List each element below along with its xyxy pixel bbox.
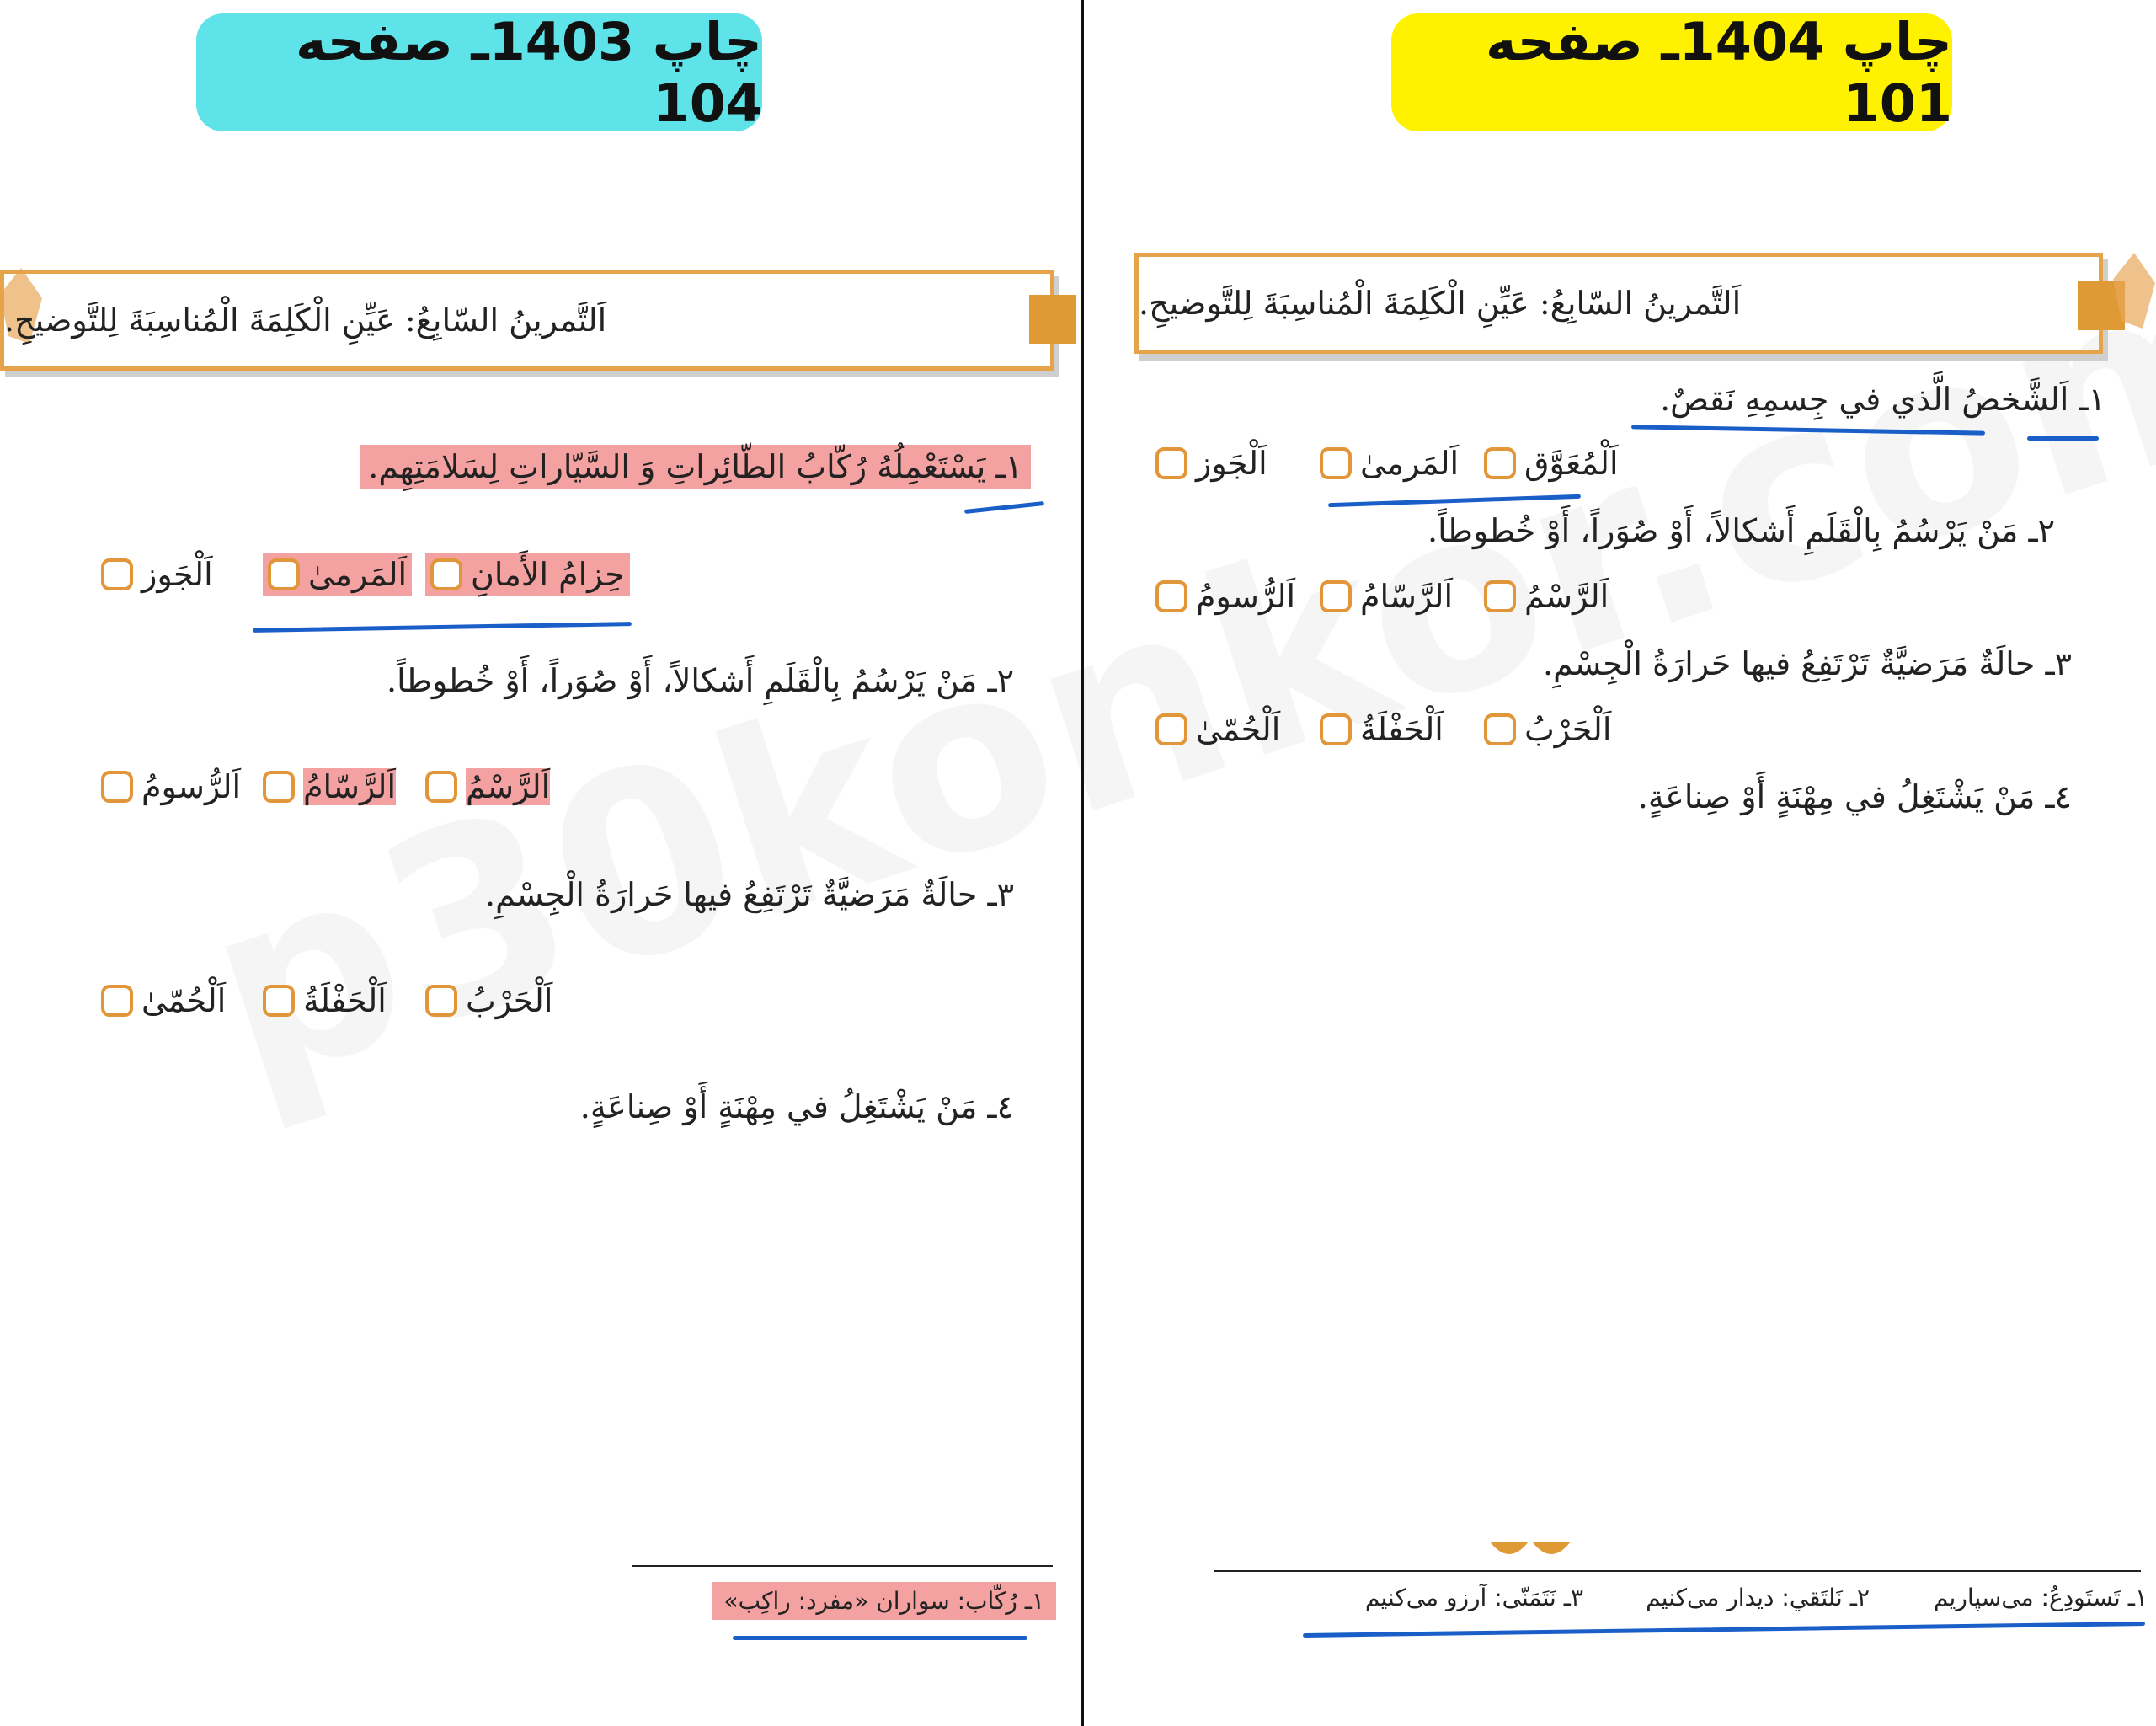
edition-badge-1403: چاپ 1403ـ صفحه 104 <box>196 13 762 131</box>
option-drawing[interactable] <box>425 768 550 805</box>
option-painter[interactable] <box>263 768 396 805</box>
option-drawings[interactable] <box>1155 578 1295 615</box>
option-war[interactable] <box>425 982 552 1019</box>
checkbox-icon[interactable] <box>1320 447 1352 479</box>
option-label: اَلرَّسّامُ <box>303 768 397 805</box>
footnote: ١ـ رُكّاب: سواران «مفرد: راكِب» <box>712 1582 1057 1620</box>
pen-underline <box>253 622 632 633</box>
checkbox-icon[interactable] <box>1484 713 1516 745</box>
checkbox-icon[interactable] <box>430 558 462 590</box>
option-label: اَلْحَفْلَةُ <box>303 982 387 1019</box>
bookmark-icon <box>1029 295 1076 344</box>
option-goal[interactable] <box>263 553 412 596</box>
option-label: اَلْحَفْلَةُ <box>1360 711 1444 748</box>
footnote-2: ٢ـ نَلتَقي: دیدار می‌کنیم <box>1646 1584 1870 1611</box>
exercise-title-box <box>0 270 1054 371</box>
question-3: ٣ـ حالَةٌ مَرَضيَّةٌ تَرْتَفِعُ فيها حَرارَةُ الْجِسْمِ. <box>1543 645 2072 682</box>
question-2: ٢ـ مَنْ يَرْسُمُ بِالْقَلَمِ أَشكالاً، أَوْ صُوَراً، أَوْ خُطوطاً. <box>1428 512 2055 549</box>
footer-ornament-icon <box>1488 1542 1572 1562</box>
option-label: اَلْجَوز <box>1196 445 1267 482</box>
question-1: ١ـ يَسْتَعْمِلُهُ رُكّابُ الطّائِراتِ وَ السَّيّاراتِ لِسَلامَتِهِم. <box>360 445 1031 489</box>
edition-badge-1404: چاپ 1404ـ صفحه 101 <box>1391 13 1952 131</box>
checkbox-icon[interactable] <box>268 558 300 590</box>
option-label: اَلرَّسّامُ <box>1360 578 1454 615</box>
checkbox-icon[interactable] <box>101 558 133 590</box>
checkbox-icon[interactable] <box>101 771 133 803</box>
pen-underline <box>964 501 1044 514</box>
pen-underline <box>1328 494 1581 507</box>
footnote-3: ٣ـ نَتَمَنّى: آرزو می‌کنیم <box>1364 1584 1583 1611</box>
pen-underline <box>1631 425 1985 435</box>
option-disabled[interactable] <box>1484 445 1619 482</box>
checkbox-icon[interactable] <box>1155 713 1187 745</box>
option-label: اَلرُّسومُ <box>141 768 242 805</box>
exercise-title-box <box>1134 253 2103 354</box>
pen-underline <box>2027 436 2099 441</box>
checkbox-icon[interactable] <box>1484 447 1516 479</box>
checkbox-icon[interactable] <box>263 985 295 1017</box>
option-label: اَلْمُعَوَّق <box>1524 445 1619 482</box>
option-label: اَلْحُمّىٰ <box>141 982 227 1019</box>
option-drawings[interactable] <box>101 768 241 805</box>
option-label: اَلْجَوز <box>141 556 213 593</box>
checkbox-icon[interactable] <box>263 771 295 803</box>
option-walnut[interactable] <box>101 556 213 593</box>
pen-underline <box>1303 1622 2145 1638</box>
question-3: ٣ـ حالَةٌ مَرَضيَّةٌ تَرْتَفِعُ فيها حَرارَةُ الْجِسْمِ. <box>485 876 1014 913</box>
option-seatbelt[interactable] <box>425 553 630 596</box>
checkbox-icon[interactable] <box>101 985 133 1017</box>
footnote-rule <box>632 1565 1053 1567</box>
option-painter[interactable] <box>1320 578 1453 615</box>
checkbox-icon[interactable] <box>1320 713 1352 745</box>
pen-underline <box>733 1636 1027 1640</box>
checkbox-icon[interactable] <box>1484 580 1516 612</box>
question-1: ١ـ اَلشَّخصُ الَّذي في جِسمِهِ نَقصٌ. <box>1660 381 2105 418</box>
option-fever[interactable] <box>1155 711 1280 748</box>
option-label: اَلرُّسومُ <box>1196 578 1296 615</box>
option-label: اَلرَّسْمُ <box>1524 578 1609 615</box>
footnote-1: ١ـ تَستَودِعُ: می‌سپاریم <box>1933 1584 2148 1611</box>
option-label: اَلرَّسْمُ <box>466 768 551 805</box>
checkbox-icon[interactable] <box>425 985 457 1017</box>
question-2: ٢ـ مَنْ يَرْسُمُ بِالْقَلَمِ أَشكالاً، أَوْ صُوَراً، أَوْ خُطوطاً. <box>387 662 1014 699</box>
footnote-rule <box>1214 1570 2141 1572</box>
option-goal[interactable] <box>1320 445 1459 482</box>
question-4: ٤ـ مَنْ يَشْتَغِلُ في مِهْنَةٍ أَوْ صِناعَةٍ. <box>1637 778 2072 815</box>
option-fever[interactable] <box>101 982 226 1019</box>
exercise-title: اَلتَّمرينُ السّابِعُ: عَيِّنِ الْكَلِمَةَ الْمُناسِبَةَ لِلتَّوضيحِ. <box>4 302 607 339</box>
option-label: اَلمَرمىٰ <box>308 556 408 593</box>
option-walnut[interactable] <box>1155 445 1267 482</box>
option-party[interactable] <box>1320 711 1444 748</box>
option-label: حِزامُ الأَمانِ <box>471 556 625 593</box>
question-4: ٤ـ مَنْ يَشْتَغِلُ في مِهْنَةٍ أَوْ صِناعَةٍ. <box>579 1088 1014 1125</box>
checkbox-icon[interactable] <box>1155 580 1187 612</box>
checkbox-icon[interactable] <box>425 771 457 803</box>
option-label: اَلْحُمّىٰ <box>1196 711 1281 748</box>
right-page <box>1084 0 2156 1726</box>
option-party[interactable] <box>263 982 387 1019</box>
option-label: اَلْحَرْبُ <box>466 982 553 1019</box>
option-war[interactable] <box>1484 711 1611 748</box>
option-label: اَلمَرمىٰ <box>1360 445 1460 482</box>
exercise-title: اَلتَّمرينُ السّابِعُ: عَيِّنِ الْكَلِمَةَ الْمُناسِبَةَ لِلتَّوضيحِ. <box>1139 285 1742 322</box>
checkbox-icon[interactable] <box>1320 580 1352 612</box>
option-drawing[interactable] <box>1484 578 1609 615</box>
option-label: اَلْحَرْبُ <box>1524 711 1612 748</box>
checkbox-icon[interactable] <box>1155 447 1187 479</box>
